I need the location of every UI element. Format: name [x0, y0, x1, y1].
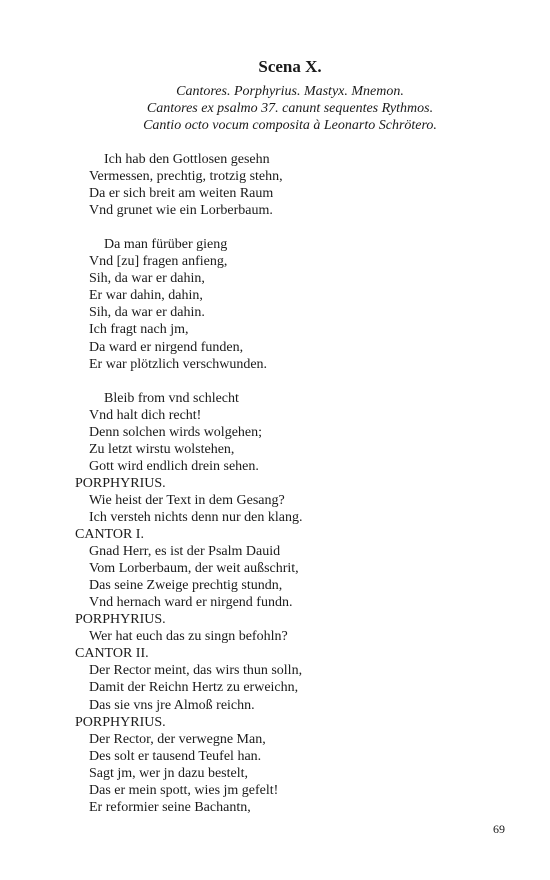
verse-line: Er war plötzlich verschwunden. — [89, 356, 268, 372]
verse-line: Wie heist der Text in dem Gesang? — [89, 492, 285, 508]
verse-line: Vermessen, prechtig, trotzig stehn, — [89, 169, 283, 185]
verse-line: Zu letzt wirstu wolstehen, — [89, 441, 235, 457]
verse-line: Ich fragt nach jm, — [89, 322, 189, 338]
stanza-first-line: Ich hab den Gottlosen gesehn — [104, 152, 270, 167]
play-text — [75, 151, 515, 816]
verse-line: Des solt er tausend Teufel han. — [89, 748, 262, 764]
verse-line: Gnad Herr, es ist der Psalm Dauid — [89, 544, 281, 560]
stanza-break — [75, 219, 515, 236]
verse-line: Ich versteh nichts denn nur den klang. — [89, 509, 303, 525]
verse-line: Gott wird endlich drein sehen. — [89, 458, 259, 474]
heading-line-characters: Cantores. Porphyrius. Mastyx. Mnemon. — [176, 84, 404, 99]
scene-title: Scena X. — [258, 57, 322, 76]
verse-line: Vnd grunet wie ein Lorberbaum. — [89, 203, 273, 219]
heading-line-psalm: Cantores ex psalmo 37. canunt sequentes Rythmos. — [146, 101, 434, 116]
verse-line: Der Rector meint, das wirs thun solln, — [89, 663, 303, 679]
verse-line: Sih, da war er dahin, — [89, 271, 205, 287]
verse-line: Das er mein spott, wies jm gefelt! — [89, 782, 279, 798]
speaker-name: PORPHYRIUS. — [75, 475, 166, 491]
speaker-name: PORPHYRIUS. — [75, 612, 166, 628]
stanza-first-line: Da man fürüber gieng — [104, 237, 228, 253]
verse-line: Da ward er nirgend funden, — [89, 339, 244, 355]
verse-line: Wer hat euch das zu singn befohln? — [89, 629, 288, 645]
verse-line: Vnd halt dich recht! — [89, 407, 202, 423]
verse-line: Er war dahin, dahin, — [89, 288, 203, 304]
verse-line: Damit der Reichn Hertz zu erweichn, — [89, 680, 299, 696]
verse-line: Der Rector, der verwegne Man, — [89, 731, 266, 747]
scene-heading — [0, 83, 550, 134]
page-number: 69 — [493, 822, 505, 836]
verse-line: Sih, da war er dahin. — [89, 305, 205, 321]
stanza-break — [75, 373, 515, 390]
speaker-name: PORPHYRIUS. — [75, 714, 166, 730]
verse-line: Denn solchen wirds wolgehen; — [89, 424, 263, 440]
verse-line: Er reformier seine Bachantn, — [89, 799, 251, 815]
verse-line: Da er sich breit am weiten Raum — [89, 186, 274, 202]
speaker-name: CANTOR II. — [75, 646, 149, 662]
heading-line-composer: Cantio octo vocum composita à Leonarto Schrötero. — [143, 118, 437, 133]
stanza-first-line: Bleib from vnd schlecht — [104, 390, 239, 406]
verse-line: Sagt jm, wer jn dazu bestelt, — [89, 765, 249, 781]
verse-line: Das seine Zweige prechtig stundn, — [89, 578, 283, 594]
verse-line: Das sie vns jre Almoß reichn. — [89, 697, 255, 713]
speaker-name: CANTOR I. — [75, 527, 144, 543]
verse-line: Vnd [zu] fragen anfieng, — [89, 254, 228, 270]
verse-line: Vnd hernach ward er nirgend fundn. — [89, 595, 293, 611]
verse-line: Vom Lorberbaum, der weit außschrit, — [89, 561, 299, 577]
